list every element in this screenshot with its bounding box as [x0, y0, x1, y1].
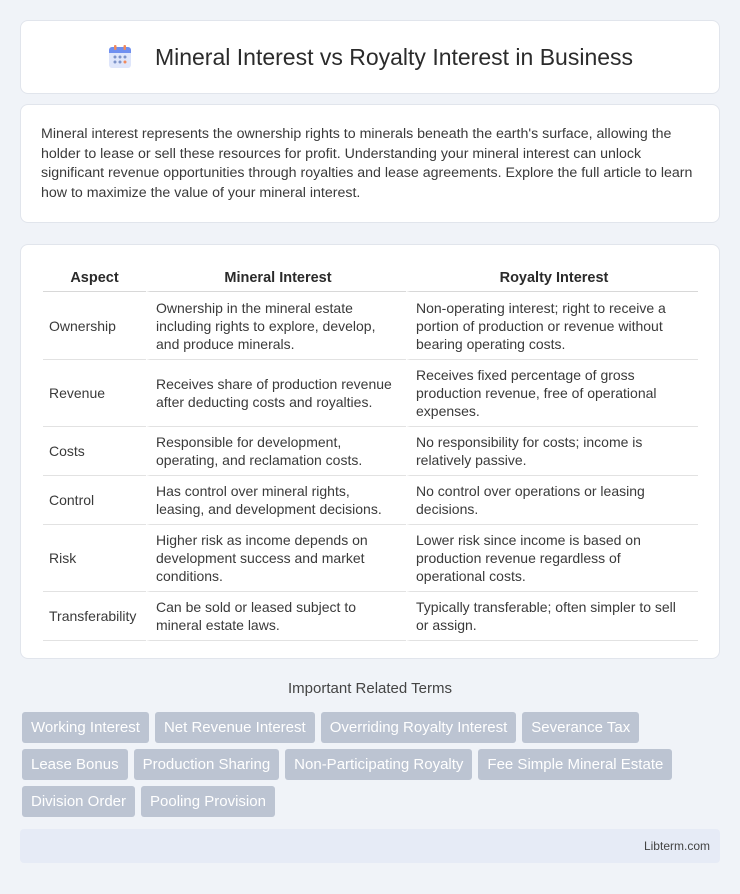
- page-title: Mineral Interest vs Royalty Interest in Business: [154, 43, 634, 70]
- footer-site-link[interactable]: Libterm.com: [643, 839, 710, 853]
- cell-royalty: No responsibility for costs; income is relatively passive.: [406, 427, 698, 476]
- cell-mineral: Has control over mineral rights, leasing, and development decisions.: [146, 476, 406, 525]
- cell-royalty: Typically transferable; often simpler to sell or assign.: [406, 592, 698, 641]
- cell-mineral: Responsible for development, operating, and reclamation costs.: [146, 427, 406, 476]
- cell-aspect: Ownership: [43, 292, 146, 360]
- table-row: [43, 427, 698, 476]
- table-row: [43, 360, 698, 427]
- tag-non-participating-royalty[interactable]: Non-Participating Royalty: [285, 749, 472, 780]
- comparison-table: [43, 265, 698, 641]
- cell-aspect: Risk: [43, 525, 146, 592]
- cell-mineral: Ownership in the mineral estate including rights to explore, develop, and produce minerals.: [146, 292, 406, 360]
- tag-lease-bonus[interactable]: Lease Bonus: [22, 749, 128, 780]
- header-royalty-interest: Royalty Interest: [406, 265, 698, 292]
- tag-overriding-royalty-interest[interactable]: Overriding Royalty Interest: [321, 712, 517, 743]
- cell-mineral: Can be sold or leased subject to mineral estate laws.: [146, 592, 406, 641]
- cell-royalty: Non-operating interest; right to receive a portion of production or revenue without bearing operating costs.: [406, 292, 698, 360]
- cell-royalty: No control over operations or leasing decisions.: [406, 476, 698, 525]
- title-card: [20, 20, 720, 94]
- tag-severance-tax[interactable]: Severance Tax: [522, 712, 639, 743]
- cell-aspect: Revenue: [43, 360, 146, 427]
- cell-mineral: Receives share of production revenue after deducting costs and royalties.: [146, 360, 406, 427]
- table-row: [43, 525, 698, 592]
- related-terms-list: [22, 712, 722, 823]
- tag-production-sharing[interactable]: Production Sharing: [134, 749, 280, 780]
- cell-royalty: Receives fixed percentage of gross production revenue, free of operational expenses.: [406, 360, 698, 427]
- calendar-icon: [107, 44, 133, 70]
- intro-card: [20, 104, 720, 223]
- table-row: [43, 292, 698, 360]
- table-row: [43, 592, 698, 641]
- tag-division-order[interactable]: Division Order: [22, 786, 135, 817]
- tag-working-interest[interactable]: Working Interest: [22, 712, 149, 743]
- comparison-card: [20, 244, 720, 659]
- intro-text: Mineral interest represents the ownership rights to minerals beneath the earth's surface, allowing the holder to lease or sell these resources for profit. Understanding your mineral interest can unlock significant revenue opportunities through royalties and lease agreements. Explore the full article to learn how to maximize the value of your mineral interest.: [41, 126, 693, 201]
- footer: [20, 829, 720, 863]
- tag-fee-simple-mineral-estate[interactable]: Fee Simple Mineral Estate: [478, 749, 672, 780]
- tag-net-revenue-interest[interactable]: Net Revenue Interest: [155, 712, 315, 743]
- tag-pooling-provision[interactable]: Pooling Provision: [141, 786, 275, 817]
- cell-aspect: Transferability: [43, 592, 146, 641]
- table-header-row: [43, 265, 698, 292]
- cell-aspect: Control: [43, 476, 146, 525]
- cell-aspect: Costs: [43, 427, 146, 476]
- table-row: [43, 476, 698, 525]
- cell-royalty: Lower risk since income is based on production revenue regardless of operational costs.: [406, 525, 698, 592]
- header-aspect: Aspect: [43, 265, 146, 292]
- header-mineral-interest: Mineral Interest: [146, 265, 406, 292]
- related-terms-title: Important Related Terms: [288, 680, 452, 697]
- cell-mineral: Higher risk as income depends on development success and market conditions.: [146, 525, 406, 592]
